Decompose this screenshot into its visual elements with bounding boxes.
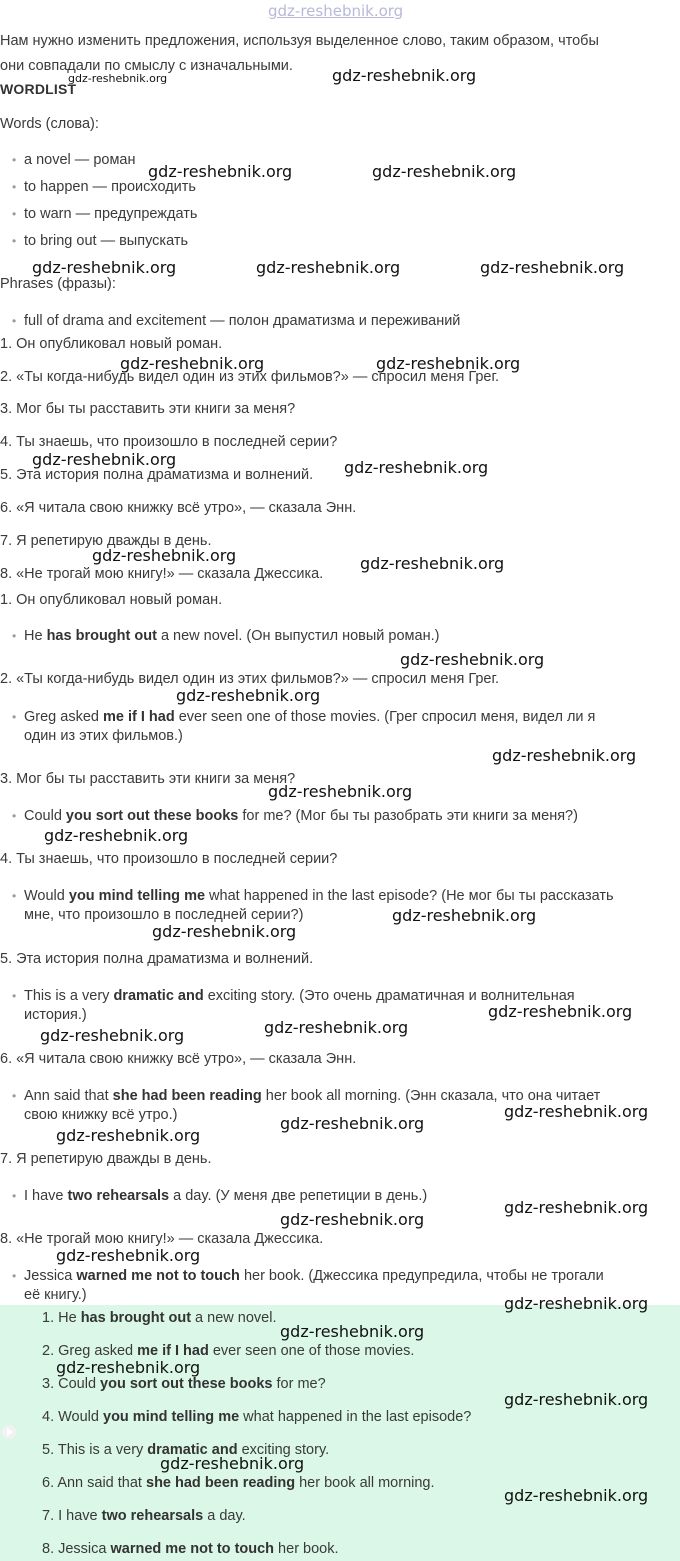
watermark: gdz-reshebnik.org [392, 906, 537, 925]
watermark: gdz-reshebnik.org [280, 1114, 425, 1133]
answer-item-continuation: свою книжку всё утро.) [24, 1107, 178, 1123]
words-heading: Words (слова): [0, 116, 99, 132]
word-item: • to bring out — выпускать [24, 232, 188, 251]
watermark: gdz-reshebnik.org [504, 1198, 649, 1217]
watermark: gdz-reshebnik.org [504, 1102, 649, 1121]
top-watermark: gdz-reshebnik.org [268, 2, 404, 20]
watermark: gdz-reshebnik.org [40, 1026, 185, 1045]
summary-item: 2. Greg asked me if I had ever seen one of those movies. [42, 1343, 415, 1359]
summary-item: 7. I have two rehearsals a day. [42, 1508, 246, 1524]
watermark: gdz-reshebnik.org [488, 1002, 633, 1021]
answer-item-continuation: мне, что произошло в последней серии?) [24, 907, 304, 923]
answer-item-continuation: история.) [24, 1007, 87, 1023]
phrases-heading: Phrases (фразы): [0, 276, 116, 292]
watermark: gdz-reshebnik.org [32, 258, 177, 277]
watermark: gdz-reshebnik.org [480, 258, 625, 277]
task-sentence: 4. Ты знаешь, что произошло в последней серии? [0, 434, 338, 450]
watermark: gdz-reshebnik.org [56, 1246, 201, 1265]
word-item: • to warn — предупреждать [24, 205, 197, 224]
answer-sentence: 3. Мог бы ты расставить эти книги за меня? [0, 771, 296, 787]
answer-item: • I have two rehearsals a day. (У меня две репетиции в день.) [24, 1187, 427, 1206]
watermark: gdz-reshebnik.org [176, 686, 321, 705]
intro-line-1: Нам нужно изменить предложения, используя выделенное слово, таким образом, чтобы [0, 33, 599, 49]
answer-sentence: 2. «Ты когда-нибудь видел один из этих фильмов?» — спросил меня Грег. [0, 671, 500, 687]
watermark: gdz-reshebnik.org [44, 826, 189, 845]
task-sentence: 3. Мог бы ты расставить эти книги за меня? [0, 401, 296, 417]
watermark: gdz-reshebnik.org [344, 458, 489, 477]
summary-item: 1. He has brought out a new novel. [42, 1310, 277, 1326]
watermark: gdz-reshebnik.org [160, 1454, 305, 1473]
intro-line-2: они совпадали по смыслу с изначальными. [0, 58, 293, 74]
answer-sentence: 5. Эта история полна драматизма и волнений. [0, 951, 314, 967]
answer-sentence: 8. «Не трогай мою книгу!» — сказала Джессика. [0, 1231, 324, 1247]
watermark: gdz-reshebnik.org [256, 258, 401, 277]
watermark: gdz-reshebnik.org [32, 450, 177, 469]
task-sentence: 1. Он опубликовал новый роман. [0, 336, 223, 352]
wordlist-heading: WORDLIST [0, 81, 77, 97]
answer-item: • Ann said that she had been reading her book all morning. (Энн сказала, что она читает [24, 1087, 600, 1106]
watermark: gdz-reshebnik.org [360, 554, 505, 573]
answer-sentence: 4. Ты знаешь, что произошло в последней серии? [0, 851, 338, 867]
watermark: gdz-reshebnik.org [332, 66, 477, 85]
answer-item-continuation: один из этих фильмов.) [24, 728, 183, 744]
phrase-item: • full of drama and excitement — полон драматизма и переживаний [24, 312, 460, 331]
watermark: gdz-reshebnik.org [372, 162, 517, 181]
summary-item: 6. Ann said that she had been reading her book all morning. [42, 1475, 435, 1491]
watermark: gdz-reshebnik.org [268, 782, 413, 801]
watermark: gdz-reshebnik.org [120, 354, 265, 373]
summary-item: 5. This is a very dramatic and exciting story. [42, 1442, 330, 1458]
watermark: gdz-reshebnik.org [280, 1210, 425, 1229]
task-sentence: 2. «Ты когда-нибудь видел один из этих фильмов?» — спросил меня Грег. [0, 369, 500, 385]
watermark: gdz-reshebnik.org [492, 746, 637, 765]
watermark: gdz-reshebnik.org [400, 650, 545, 669]
watermark: gdz-reshebnik.org [376, 354, 521, 373]
task-sentence: 5. Эта история полна драматизма и волнений. [0, 467, 314, 483]
word-item: • a novel — роман [24, 151, 135, 170]
answer-sentence: 1. Он опубликовал новый роман. [0, 592, 223, 608]
answer-item: • Jessica warned me not to touch her book. (Джессика предупредила, чтобы не трогали [24, 1267, 604, 1286]
answer-item: • Could you sort out these books for me? (Мог бы ты разобрать эти книги за меня?) [24, 807, 578, 826]
task-sentence: 7. Я репетирую дважды в день. [0, 533, 212, 549]
task-sentence: 6. «Я читала свою книжку всё утро», — сказала Энн. [0, 500, 357, 516]
summary-item: 4. Would you mind telling me what happened in the last episode? [42, 1409, 472, 1425]
answer-sentence: 7. Я репетирую дважды в день. [0, 1151, 212, 1167]
answer-item: • Greg asked me if I had ever seen one of those movies. (Грег спросил меня, видел ли я [24, 708, 595, 727]
task-sentence: 8. «Не трогай мою книгу!» — сказала Джессика. [0, 566, 324, 582]
watermark: gdz-reshebnik.org [504, 1486, 649, 1505]
watermark: gdz-reshebnik.org [68, 72, 168, 85]
watermark: gdz-reshebnik.org [56, 1126, 201, 1145]
watermark: gdz-reshebnik.org [504, 1390, 649, 1409]
watermark: gdz-reshebnik.org [280, 1322, 425, 1341]
summary-item: 8. Jessica warned me not to touch her book. [42, 1541, 339, 1557]
answer-sentence: 6. «Я читала свою книжку всё утро», — сказала Энн. [0, 1051, 357, 1067]
answer-item: • Would you mind telling me what happened in the last episode? (Не мог бы ты рассказать [24, 887, 614, 906]
summary-item: 3. Could you sort out these books for me? [42, 1376, 326, 1392]
word-item: • to happen — происходить [24, 178, 196, 197]
answer-item-continuation: её книгу.) [24, 1287, 87, 1303]
watermark: gdz-reshebnik.org [92, 546, 237, 565]
watermark: gdz-reshebnik.org [148, 162, 293, 181]
answer-item: • This is a very dramatic and exciting story. (Это очень драматичная и волнительная [24, 987, 575, 1006]
watermark: gdz-reshebnik.org [152, 922, 297, 941]
watermark: gdz-reshebnik.org [264, 1018, 409, 1037]
play-icon[interactable] [2, 1425, 16, 1439]
watermark: gdz-reshebnik.org [56, 1358, 201, 1377]
answer-item: • He has brought out a new novel. (Он выпустил новый роман.) [24, 627, 439, 646]
watermark: gdz-reshebnik.org [504, 1294, 649, 1313]
